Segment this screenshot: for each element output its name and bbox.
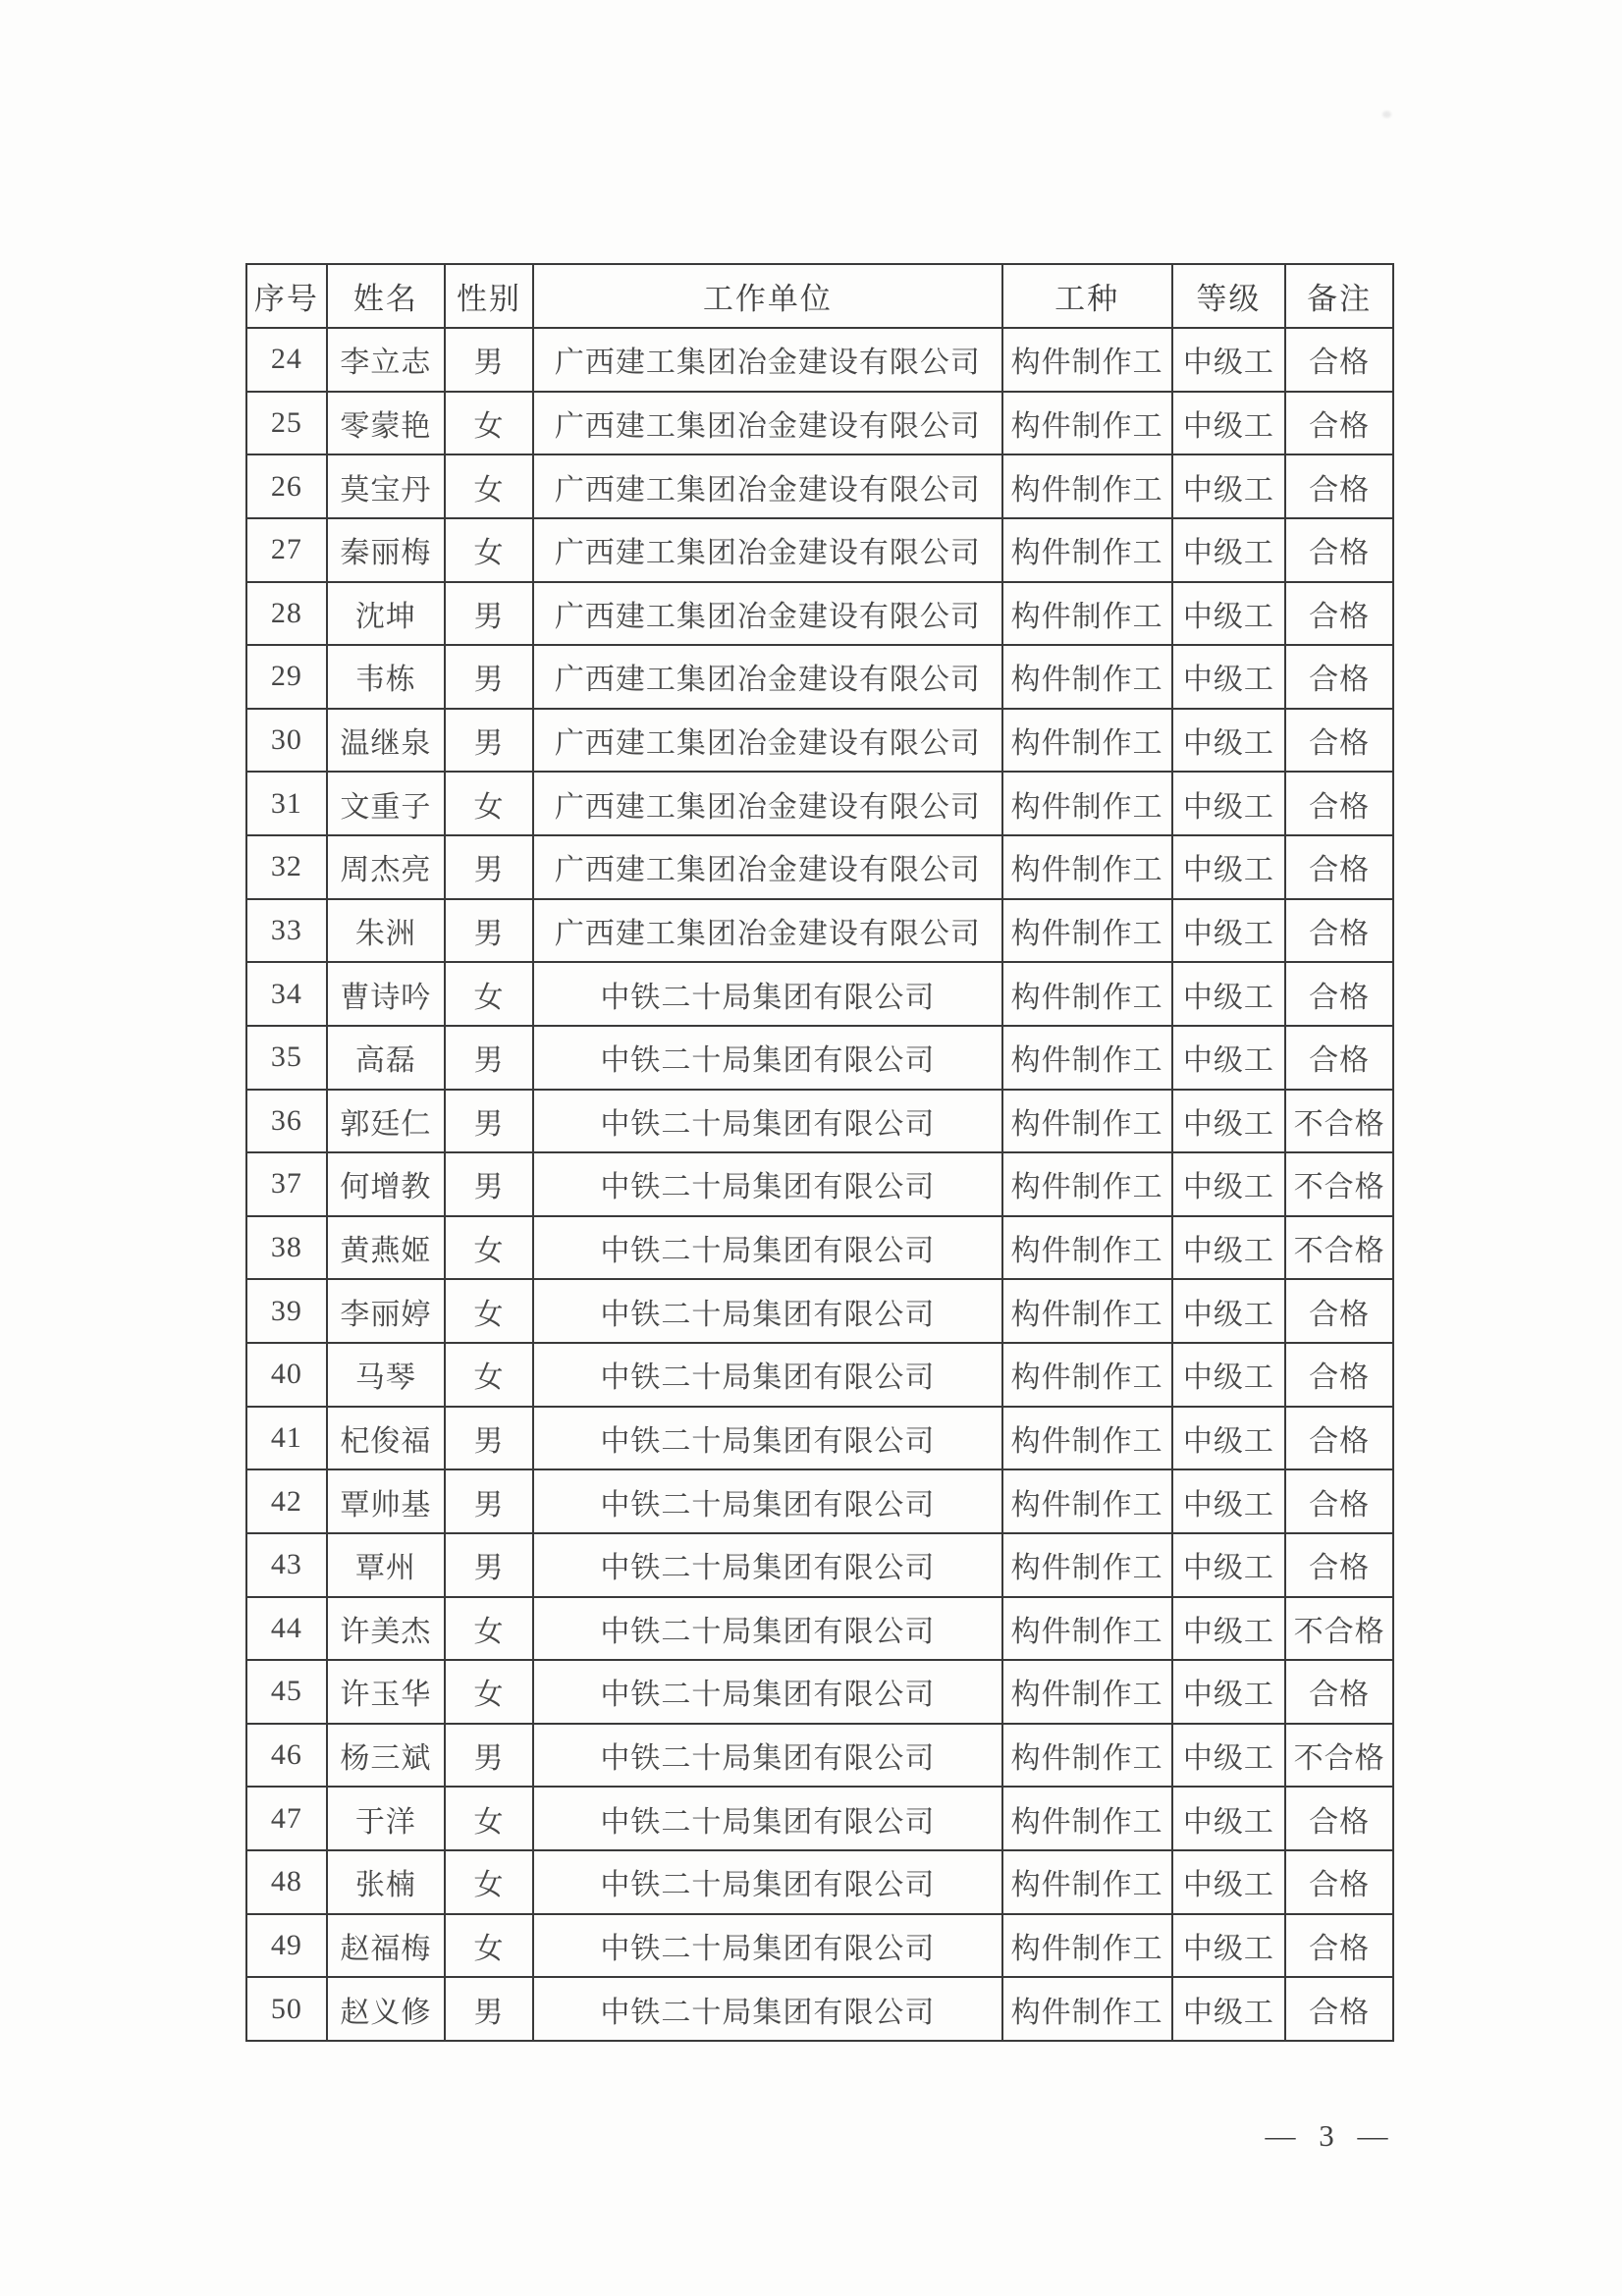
cell-number: 42 (246, 1469, 327, 1533)
cell-work-unit: 广西建工集团冶金建设有限公司 (533, 709, 1002, 773)
cell-job-type: 构件制作工 (1002, 1152, 1172, 1216)
cell-work-unit: 中铁二十局集团有限公司 (533, 1724, 1002, 1788)
cell-name: 秦丽梅 (327, 518, 445, 582)
cell-remark: 合格 (1285, 1787, 1393, 1850)
cell-name: 覃州 (327, 1533, 445, 1597)
cell-name: 朱洲 (327, 899, 445, 963)
table-row (246, 1597, 1393, 1661)
column-header-gender: 性别 (445, 264, 533, 328)
cell-job-type: 构件制作工 (1002, 1469, 1172, 1533)
cell-job-type: 构件制作工 (1002, 962, 1172, 1026)
cell-remark: 合格 (1285, 1279, 1393, 1343)
cell-job-type: 构件制作工 (1002, 1660, 1172, 1724)
cell-gender: 女 (445, 454, 533, 518)
cell-gender: 男 (445, 1152, 533, 1216)
cell-name: 温继泉 (327, 709, 445, 773)
table-row (246, 392, 1393, 455)
cell-gender: 男 (445, 899, 533, 963)
cell-number: 45 (246, 1660, 327, 1724)
table-row (246, 645, 1393, 709)
cell-level: 中级工 (1172, 1850, 1286, 1914)
cell-name: 曹诗吟 (327, 962, 445, 1026)
cell-gender: 女 (445, 772, 533, 835)
cell-remark: 不合格 (1285, 1216, 1393, 1280)
cell-gender: 女 (445, 518, 533, 582)
cell-work-unit: 广西建工集团冶金建设有限公司 (533, 835, 1002, 899)
cell-name: 覃帅基 (327, 1469, 445, 1533)
cell-level: 中级工 (1172, 645, 1286, 709)
cell-remark: 合格 (1285, 899, 1393, 963)
cell-name: 郭廷仁 (327, 1090, 445, 1153)
cell-name: 赵义修 (327, 1977, 445, 2041)
cell-gender: 女 (445, 1343, 533, 1407)
cell-remark: 合格 (1285, 1850, 1393, 1914)
cell-name: 文重子 (327, 772, 445, 835)
cell-level: 中级工 (1172, 835, 1286, 899)
table-row (246, 1090, 1393, 1153)
column-header-level: 等级 (1172, 264, 1286, 328)
table-row (246, 1660, 1393, 1724)
cell-work-unit: 中铁二十局集团有限公司 (533, 1407, 1002, 1470)
table-row (246, 899, 1393, 963)
cell-level: 中级工 (1172, 772, 1286, 835)
cell-gender: 男 (445, 709, 533, 773)
cell-remark: 合格 (1285, 1533, 1393, 1597)
table-row (246, 1914, 1393, 1978)
cell-remark: 合格 (1285, 1026, 1393, 1090)
column-header-work-unit: 工作单位 (533, 264, 1002, 328)
column-header-name: 姓名 (327, 264, 445, 328)
cell-job-type: 构件制作工 (1002, 1914, 1172, 1978)
cell-level: 中级工 (1172, 1343, 1286, 1407)
cell-name: 马琴 (327, 1343, 445, 1407)
cell-remark: 不合格 (1285, 1152, 1393, 1216)
cell-remark: 合格 (1285, 454, 1393, 518)
cell-job-type: 构件制作工 (1002, 1533, 1172, 1597)
cell-work-unit: 中铁二十局集团有限公司 (533, 1216, 1002, 1280)
table-row (246, 1343, 1393, 1407)
cell-name: 杨三斌 (327, 1724, 445, 1788)
cell-gender: 女 (445, 1660, 533, 1724)
cell-work-unit: 广西建工集团冶金建设有限公司 (533, 328, 1002, 392)
cell-number: 47 (246, 1787, 327, 1850)
cell-number: 25 (246, 392, 327, 455)
table-row (246, 1469, 1393, 1533)
cell-job-type: 构件制作工 (1002, 328, 1172, 392)
cell-remark: 合格 (1285, 1407, 1393, 1470)
cell-name: 沈坤 (327, 582, 445, 646)
cell-level: 中级工 (1172, 1787, 1286, 1850)
table-row (246, 962, 1393, 1026)
cell-number: 46 (246, 1724, 327, 1788)
cell-gender: 女 (445, 1279, 533, 1343)
cell-number: 32 (246, 835, 327, 899)
cell-remark: 合格 (1285, 835, 1393, 899)
cell-job-type: 构件制作工 (1002, 1724, 1172, 1788)
cell-remark: 合格 (1285, 582, 1393, 646)
table-row (246, 1724, 1393, 1788)
cell-remark: 不合格 (1285, 1724, 1393, 1788)
cell-work-unit: 广西建工集团冶金建设有限公司 (533, 392, 1002, 455)
cell-remark: 合格 (1285, 1343, 1393, 1407)
cell-remark: 合格 (1285, 709, 1393, 773)
cell-number: 50 (246, 1977, 327, 2041)
cell-level: 中级工 (1172, 1597, 1286, 1661)
cell-gender: 男 (445, 1407, 533, 1470)
cell-number: 49 (246, 1914, 327, 1978)
cell-level: 中级工 (1172, 899, 1286, 963)
table-row (246, 328, 1393, 392)
cell-number: 24 (246, 328, 327, 392)
table-row (246, 709, 1393, 773)
cell-level: 中级工 (1172, 962, 1286, 1026)
cell-job-type: 构件制作工 (1002, 1216, 1172, 1280)
cell-remark: 合格 (1285, 392, 1393, 455)
cell-name: 李立志 (327, 328, 445, 392)
cell-job-type: 构件制作工 (1002, 1343, 1172, 1407)
cell-work-unit: 中铁二十局集团有限公司 (533, 1977, 1002, 2041)
cell-gender: 女 (445, 392, 533, 455)
cell-number: 36 (246, 1090, 327, 1153)
cell-remark: 合格 (1285, 962, 1393, 1026)
cell-gender: 男 (445, 1724, 533, 1788)
cell-level: 中级工 (1172, 518, 1286, 582)
table-row (246, 1787, 1393, 1850)
table-row (246, 1533, 1393, 1597)
cell-number: 40 (246, 1343, 327, 1407)
cell-gender: 女 (445, 1216, 533, 1280)
cell-number: 28 (246, 582, 327, 646)
table-body (246, 328, 1393, 2041)
cell-number: 29 (246, 645, 327, 709)
table-row (246, 454, 1393, 518)
table-row (246, 1279, 1393, 1343)
cell-job-type: 构件制作工 (1002, 1090, 1172, 1153)
cell-job-type: 构件制作工 (1002, 899, 1172, 963)
cell-name: 李丽婷 (327, 1279, 445, 1343)
cell-name: 高磊 (327, 1026, 445, 1090)
column-header-job-type: 工种 (1002, 264, 1172, 328)
cell-job-type: 构件制作工 (1002, 1977, 1172, 2041)
cell-name: 韦栋 (327, 645, 445, 709)
cell-job-type: 构件制作工 (1002, 1407, 1172, 1470)
cell-job-type: 构件制作工 (1002, 835, 1172, 899)
cell-gender: 女 (445, 1850, 533, 1914)
table-header (246, 264, 1393, 328)
cell-number: 39 (246, 1279, 327, 1343)
table-row (246, 1026, 1393, 1090)
cell-job-type: 构件制作工 (1002, 1597, 1172, 1661)
cell-work-unit: 广西建工集团冶金建设有限公司 (533, 772, 1002, 835)
cell-remark: 合格 (1285, 1977, 1393, 2041)
cell-level: 中级工 (1172, 1407, 1286, 1470)
cell-remark: 合格 (1285, 645, 1393, 709)
cell-job-type: 构件制作工 (1002, 582, 1172, 646)
cell-remark: 不合格 (1285, 1090, 1393, 1153)
cell-level: 中级工 (1172, 1977, 1286, 2041)
cell-work-unit: 广西建工集团冶金建设有限公司 (533, 899, 1002, 963)
cell-number: 44 (246, 1597, 327, 1661)
cell-remark: 合格 (1285, 1469, 1393, 1533)
cell-gender: 男 (445, 1026, 533, 1090)
cell-name: 杞俊福 (327, 1407, 445, 1470)
cell-job-type: 构件制作工 (1002, 1026, 1172, 1090)
cell-remark: 合格 (1285, 328, 1393, 392)
cell-job-type: 构件制作工 (1002, 645, 1172, 709)
cell-job-type: 构件制作工 (1002, 1787, 1172, 1850)
cell-level: 中级工 (1172, 1533, 1286, 1597)
cell-number: 34 (246, 962, 327, 1026)
cell-work-unit: 中铁二十局集团有限公司 (533, 1597, 1002, 1661)
header-row (246, 264, 1393, 328)
cell-work-unit: 广西建工集团冶金建设有限公司 (533, 645, 1002, 709)
cell-remark: 合格 (1285, 1914, 1393, 1978)
cell-work-unit: 中铁二十局集团有限公司 (533, 1787, 1002, 1850)
cell-work-unit: 广西建工集团冶金建设有限公司 (533, 518, 1002, 582)
cell-name: 黄燕姬 (327, 1216, 445, 1280)
cell-name: 赵福梅 (327, 1914, 445, 1978)
table-row (246, 772, 1393, 835)
cell-gender: 男 (445, 1533, 533, 1597)
cell-level: 中级工 (1172, 709, 1286, 773)
cell-number: 31 (246, 772, 327, 835)
cell-name: 许美杰 (327, 1597, 445, 1661)
cell-remark: 合格 (1285, 772, 1393, 835)
cell-level: 中级工 (1172, 392, 1286, 455)
cell-number: 30 (246, 709, 327, 773)
cell-number: 37 (246, 1152, 327, 1216)
cell-gender: 男 (445, 328, 533, 392)
cell-level: 中级工 (1172, 1724, 1286, 1788)
cell-work-unit: 中铁二十局集团有限公司 (533, 1533, 1002, 1597)
table-row (246, 1152, 1393, 1216)
certification-roster-table (245, 263, 1394, 2042)
table-row (246, 1977, 1393, 2041)
cell-work-unit: 广西建工集团冶金建设有限公司 (533, 582, 1002, 646)
cell-level: 中级工 (1172, 1469, 1286, 1533)
cell-job-type: 构件制作工 (1002, 1279, 1172, 1343)
cell-work-unit: 中铁二十局集团有限公司 (533, 1660, 1002, 1724)
cell-work-unit: 中铁二十局集团有限公司 (533, 1090, 1002, 1153)
cell-number: 48 (246, 1850, 327, 1914)
cell-number: 27 (246, 518, 327, 582)
cell-number: 41 (246, 1407, 327, 1470)
cell-number: 33 (246, 899, 327, 963)
cell-remark: 合格 (1285, 1660, 1393, 1724)
table-row (246, 835, 1393, 899)
table-row (246, 582, 1393, 646)
cell-name: 何增教 (327, 1152, 445, 1216)
cell-gender: 男 (445, 835, 533, 899)
table-row (246, 1407, 1393, 1470)
table-row (246, 1850, 1393, 1914)
cell-level: 中级工 (1172, 1216, 1286, 1280)
cell-gender: 男 (445, 582, 533, 646)
cell-name: 于洋 (327, 1787, 445, 1850)
cell-gender: 女 (445, 1914, 533, 1978)
cell-level: 中级工 (1172, 582, 1286, 646)
cell-gender: 男 (445, 1090, 533, 1153)
cell-remark: 不合格 (1285, 1597, 1393, 1661)
cell-work-unit: 中铁二十局集团有限公司 (533, 1850, 1002, 1914)
cell-level: 中级工 (1172, 328, 1286, 392)
cell-work-unit: 中铁二十局集团有限公司 (533, 1914, 1002, 1978)
cell-gender: 女 (445, 962, 533, 1026)
cell-level: 中级工 (1172, 1026, 1286, 1090)
cell-level: 中级工 (1172, 1152, 1286, 1216)
cell-gender: 男 (445, 1977, 533, 2041)
cell-gender: 女 (445, 1597, 533, 1661)
cell-name: 零蒙艳 (327, 392, 445, 455)
cell-number: 43 (246, 1533, 327, 1597)
cell-level: 中级工 (1172, 1090, 1286, 1153)
cell-work-unit: 广西建工集团冶金建设有限公司 (533, 454, 1002, 518)
table-row (246, 518, 1393, 582)
cell-work-unit: 中铁二十局集团有限公司 (533, 1026, 1002, 1090)
cell-job-type: 构件制作工 (1002, 709, 1172, 773)
cell-name: 莫宝丹 (327, 454, 445, 518)
column-header-remark: 备注 (1285, 264, 1393, 328)
cell-job-type: 构件制作工 (1002, 1850, 1172, 1914)
cell-name: 张楠 (327, 1850, 445, 1914)
cell-level: 中级工 (1172, 1279, 1286, 1343)
cell-level: 中级工 (1172, 454, 1286, 518)
cell-job-type: 构件制作工 (1002, 772, 1172, 835)
scan-artifact (1382, 111, 1391, 118)
cell-number: 38 (246, 1216, 327, 1280)
cell-number: 35 (246, 1026, 327, 1090)
column-header-number: 序号 (246, 264, 327, 328)
cell-job-type: 构件制作工 (1002, 454, 1172, 518)
cell-work-unit: 中铁二十局集团有限公司 (533, 1279, 1002, 1343)
cell-job-type: 构件制作工 (1002, 518, 1172, 582)
page-number: — 3 — (1265, 2118, 1396, 2153)
cell-name: 周杰亮 (327, 835, 445, 899)
cell-gender: 男 (445, 1469, 533, 1533)
cell-name: 许玉华 (327, 1660, 445, 1724)
cell-level: 中级工 (1172, 1660, 1286, 1724)
cell-work-unit: 中铁二十局集团有限公司 (533, 1469, 1002, 1533)
cell-gender: 男 (445, 645, 533, 709)
cell-level: 中级工 (1172, 1914, 1286, 1978)
cell-work-unit: 中铁二十局集团有限公司 (533, 962, 1002, 1026)
table-row (246, 1216, 1393, 1280)
cell-work-unit: 中铁二十局集团有限公司 (533, 1152, 1002, 1216)
cell-job-type: 构件制作工 (1002, 392, 1172, 455)
cell-remark: 合格 (1285, 518, 1393, 582)
cell-gender: 女 (445, 1787, 533, 1850)
cell-number: 26 (246, 454, 327, 518)
cell-work-unit: 中铁二十局集团有限公司 (533, 1343, 1002, 1407)
